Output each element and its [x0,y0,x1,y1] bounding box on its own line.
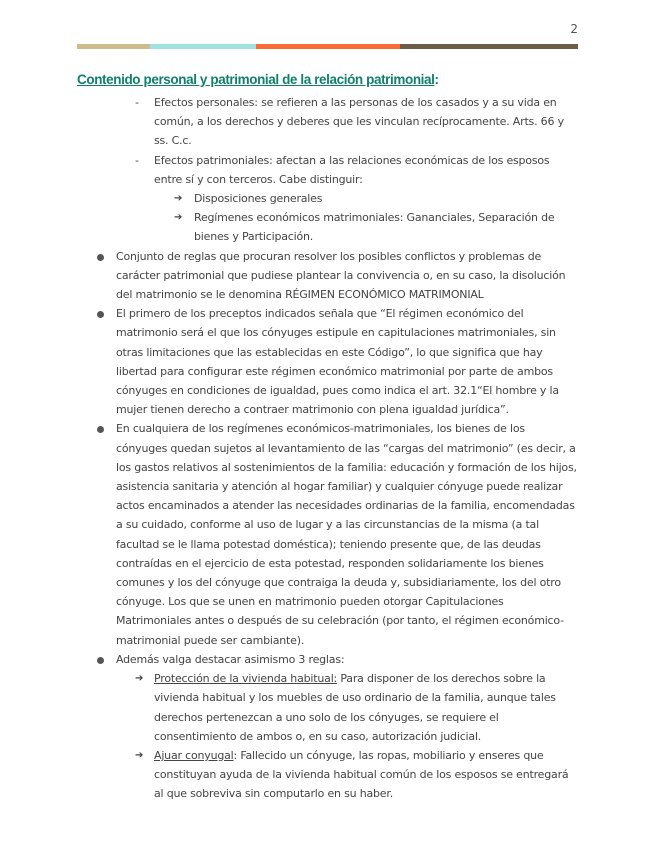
arrow-item-text: Regímenes económicos matrimoniales: Gananciales, Separación de bienes y Participación. [194,211,555,244]
bullet-item [0,650,578,669]
dash-list-item [0,93,578,151]
color-bar-segment [256,44,400,49]
arrow-list-item [0,189,578,208]
arrow-list-item [0,208,578,246]
dash-list-item [0,151,578,189]
arrow-item-text: Disposiciones generales [194,192,323,206]
arrow-right-icon: ➔ [174,193,183,205]
bullet-dot-icon [97,254,104,261]
arrow-right-icon: ➔ [135,673,144,685]
dash-marker: - [135,153,139,167]
dash-item-text: Efectos personales: se refieren a las personas de los casados y a su vida en común, a los derechos y deberes que les vinculan recíprocamente. Arts. 66 y ss. C.c. [154,96,564,148]
color-bar-segment [400,44,578,49]
arrow-list [0,189,655,247]
header-color-bar [77,44,578,49]
page-number: 2 [570,22,578,36]
bullet-text: En cualquiera de los regímenes económicos-matrimoniales, los bienes de los cónyuges quedan sujetos al levantamiento de las “cargas del matrimonio” (es decir, a los gastos relativos al sostenimientos de la familia: educación y formación de los hijos, asistencia sanitaria y atención al hogar familiar) y cualquier cónyuge puede realizar actos encaminados a atender las necesidades ordinarias de la familia, encomendadas a su cuidado, conforme al uso de lugar y a las circunstancias de la misma (a tal facultad se le llama potestad doméstica); teniendo presente que, de las deudas contraídas en el ejercicio de esta potestad, responden solidariamente los bienes comunes y los del cónyuge que contraiga la deuda y, subsidiariamente, los del otro cónyuge. Los que se unen en matrimonio pueden otorgar Capitulaciones Matrimoniales antes o después de su celebración (por tanto, el régimen económico-matrimonial puede ser cambiante). [116,422,577,647]
rule-text: : Fallecido un cónyuge, las ropas, mobiliario y enseres que constituyan ayuda de la vivienda habitual común de los esposos se entregará al que sobreviva sin computarlo en su haber. [154,748,569,801]
bullet-item [0,247,578,305]
bullet-dot-icon [97,311,104,318]
rule-term: Ajuar conyugal [154,748,234,762]
document-body [0,93,655,804]
arrow-right-icon: ➔ [174,212,183,224]
bullet-dot-icon [97,426,104,433]
rule-item [0,746,578,804]
bullet-text: El primero de los preceptos indicados señala que “El régimen económico del matrimonio será el que los cónyuges estipule en capitulaciones matrimoniales, sin otras limitaciones que las establecidas en este Código”, lo que significa que hay libertad para configurar este régimen económico matrimonial por parte de ambos cónyuges en condiciones de igualdad, pues como indica el art. 32.1“El hombre y la mujer tienen derecho a contraer matrimonio con plena igualdad jurídica”. [116,307,559,417]
dash-list [0,93,655,189]
arrow-right-icon: ➔ [135,749,144,761]
section-heading [77,72,497,87]
bullet-dot-icon [97,657,104,664]
section-heading-colon: : [434,72,439,87]
bullet-item [0,419,578,649]
rule-term: Protección de la vivienda habitual: [154,672,338,686]
color-bar-segment [150,44,256,49]
bullet-item [0,304,578,419]
bullet-text: Conjunto de reglas que procuran resolver los posibles conflictos y problemas de carácter patrimonial que pudiese plantear la convivencia o, en su caso, la disolución del matrimonio se le denomina RÉGIMEN ECONÓMICO MATRIMONIAL [116,249,566,302]
bullet-text: Además valga destacar asimismo 3 reglas: [116,652,345,666]
section-heading-text: Contenido personal y patrimonial de la relación patrimonial [77,72,435,87]
dash-marker: - [135,96,139,109]
rule-item [0,669,578,746]
color-bar-segment [77,44,150,49]
rule-text: Para disponer de los derechos sobre la vivienda habitual y los muebles de uso ordinario de la familia, aunque tales derechos pertenezcan a uno solo de los cónyuges, se requiere el consentimiento de ambos o, en su caso, autorización judicial. [154,672,556,743]
dash-item-text: Efectos patrimoniales: afectan a las relaciones económicas de los esposos entre sí y con terceros. Cabe distinguir: [154,153,550,186]
